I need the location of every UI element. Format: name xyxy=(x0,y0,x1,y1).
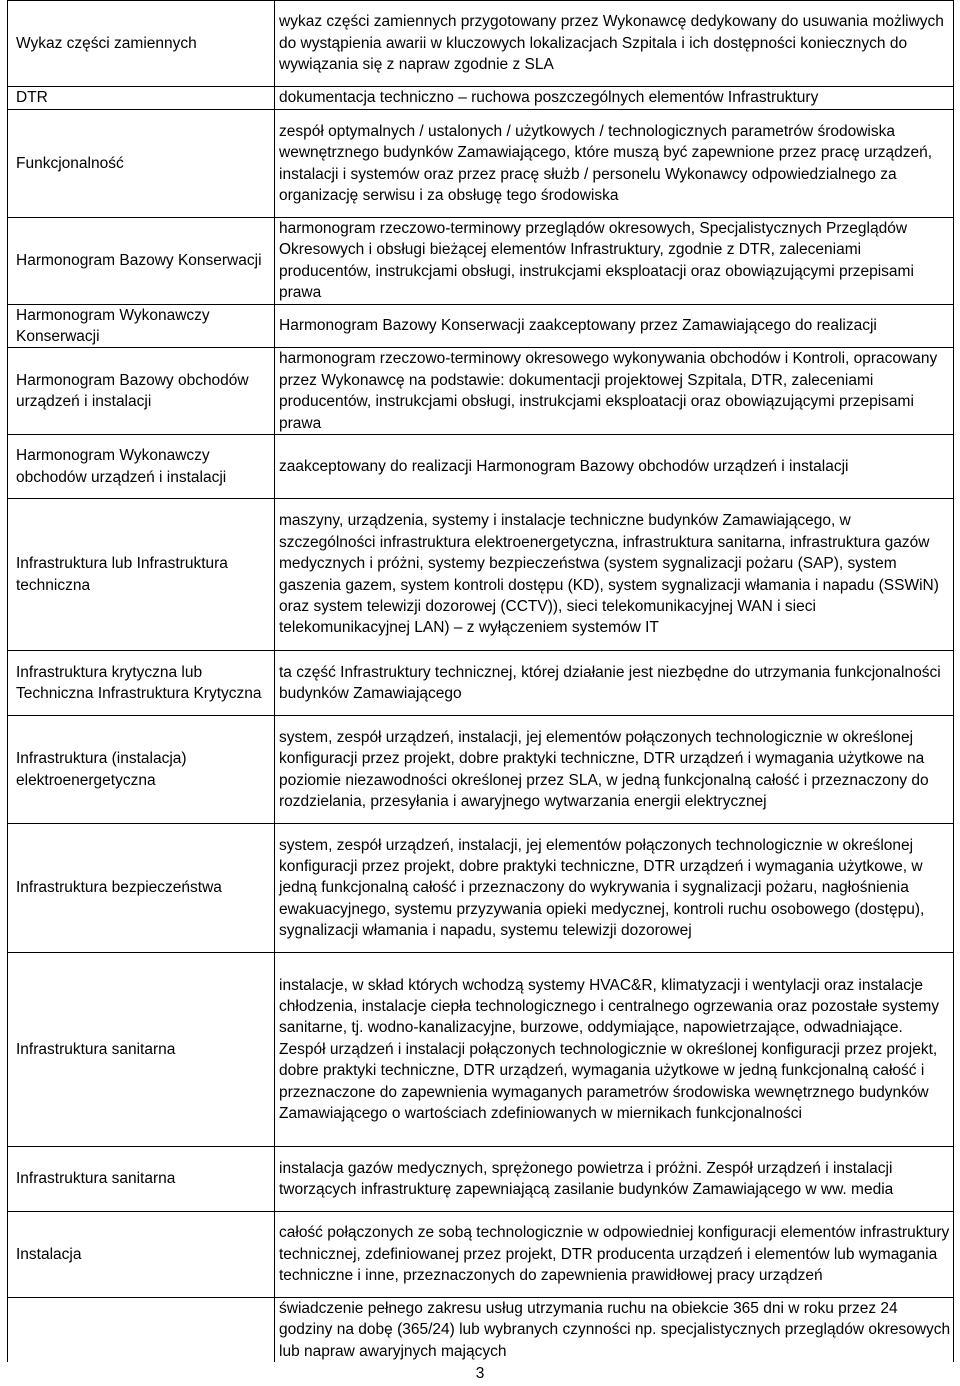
page-number: 3 xyxy=(475,1365,485,1382)
term-cell: Harmonogram Wykonawczy Konserwacji xyxy=(8,304,275,348)
definition-cell: wykaz części zamiennych przygotowany przez Wykonawcę dedykowany do usuwania możliwych do wystąpienia awarii w kluczowych lokalizacjach Szpitala i ich dostępności koniecznych do wywiązania się z napraw zgodnie z SLA xyxy=(275,1,954,87)
definition-cell: instalacja gazów medycznych, sprężonego powietrza i próżni. Zespół urządzeń i instalacji tworzących infrastrukturę zapewniającą zasilanie budynków Zamawiającego w ww. media xyxy=(275,1147,954,1212)
definition-row xyxy=(8,1298,954,1363)
term-cell: Infrastruktura (instalacja) elektroenergetyczna xyxy=(8,716,275,824)
term-cell: Harmonogram Bazowy obchodów urządzeń i instalacji xyxy=(8,348,275,435)
term-cell: Harmonogram Bazowy Konserwacji xyxy=(8,218,275,305)
term-cell: Wykaz części zamiennych xyxy=(8,1,275,87)
term-cell: Funkcjonalność xyxy=(8,110,275,218)
definition-cell: Harmonogram Bazowy Konserwacji zaakceptowany przez Zamawiającego do realizacji xyxy=(275,304,954,348)
term-cell: Infrastruktura krytyczna lub Techniczna Infrastruktura Krytyczna xyxy=(8,651,275,716)
definition-cell: maszyny, urządzenia, systemy i instalacje techniczne budynków Zamawiającego, w szczególności infrastruktura elektroenergetyczna, infrastruktura sanitarna, infrastruktura gazów medycznych i próżni, systemy bezpieczeństwa (system sygnalizacji pożaru (SAP), system gaszenia gazem, system kontroli dostępu (KD), system sygnalizacji włamania i napadu (SSWiN) oraz system telewizji dozorowej (CCTV)), sieci telekomunikacyjnej WAN i sieci telekomunikacyjnej LAN) – z wyłączeniem systemów IT xyxy=(275,499,954,651)
definition-cell: system, zespół urządzeń, instalacji, jej elementów połączonych technologicznie w określonej konfiguracji przez projekt, dobre praktyki techniczne, DTR urządzeń i wymagania użytkowe na poziomie niezawodności określonej przez SLA, w jedną funkcjonalną całość i przeznaczony do rozdzielania, przesyłania i awaryjnego wytwarzania energii elektrycznej xyxy=(275,716,954,824)
definition-row xyxy=(8,651,954,716)
definition-cell: zaakceptowany do realizacji Harmonogram Bazowy obchodów urządzeń i instalacji xyxy=(275,435,954,499)
definition-row xyxy=(8,1212,954,1298)
term-cell: Infrastruktura sanitarna xyxy=(8,953,275,1147)
definition-cell: dokumentacja techniczno – ruchowa poszczególnych elementów Infrastruktury xyxy=(275,87,954,110)
definition-cell: świadczenie pełnego zakresu usług utrzymania ruchu na obiekcie 365 dni w roku przez 24 godziny na dobę (365/24) lub wybranych czynności np. specjalistycznych przeglądów okresowych lub napraw awaryjnych mających xyxy=(275,1298,954,1363)
definition-row xyxy=(8,435,954,499)
definition-cell: instalacje, w skład których wchodzą systemy HVAC&R, klimatyzacji i wentylacji oraz instalacje chłodzenia, instalacje ciepła technologicznego i centralnego ogrzewania oraz pozostałe systemy sanitarne, tj. wodno-kanalizacyjne, burzowe, oddymiające, napowietrzające, odwadniające. Zespół urządzeń i instalacji połączonych technologicznie w określonej konfiguracji przez projekt, dobre praktyki techniczne, DTR urządzeń, wymagania użytkowe w jedną funkcjonalną całość i przeznaczone do zapewnienia wymaganych parametrów środowiska wewnętrznego budynków Zamawiającego o wartościach zdefiniowanych w miernikach funkcjonalności xyxy=(275,953,954,1147)
definition-cell: ta część Infrastruktury technicznej, której działanie jest niezbędne do utrzymania funkcjonalności budynków Zamawiającego xyxy=(275,651,954,716)
definition-row xyxy=(8,1,954,87)
definition-cell: harmonogram rzeczowo-terminowy okresowego wykonywania obchodów i Kontroli, opracowany przez Wykonawcę na podstawie: dokumentacji projektowej Szpitala, DTR, zaleceniami producentów, instrukcjami obsługi, instrukcjami eksploatacji oraz obowiązującymi przepisami prawa xyxy=(275,348,954,435)
term-cell: Harmonogram Wykonawczy obchodów urządzeń i instalacji xyxy=(8,435,275,499)
definition-cell: system, zespół urządzeń, instalacji, jej elementów połączonych technologicznie w określonej konfiguracji przez projekt, dobre praktyki techniczne, DTR urządzeń i wymagania użytkowe, w jedną funkcjonalną całość i przeznaczony do wykrywania i sygnalizacji pożaru, nagłośnienia ewakuacyjnego, systemu przyzywania opieki medycznej, kontroli ruchu osobowego (dostępu), sygnalizacji włamania i napadu, systemu telewizji dozorowej xyxy=(275,824,954,953)
definition-row xyxy=(8,304,954,348)
definitions-table xyxy=(7,0,954,1362)
term-cell: Infrastruktura lub Infrastruktura techniczna xyxy=(8,499,275,651)
definition-row xyxy=(8,824,954,953)
term-cell xyxy=(8,1298,275,1363)
term-cell: Infrastruktura bezpieczeństwa xyxy=(8,824,275,953)
definition-row xyxy=(8,218,954,305)
definition-cell: całość połączonych ze sobą technologicznie w odpowiedniej konfiguracji elementów infrastruktury technicznej, zdefiniowanej przez projekt, DTR producenta urządzeń i elementów lub wymagania techniczne i inne, przeznaczonych do zapewnienia prawidłowej pracy urządzeń xyxy=(275,1212,954,1298)
definition-row xyxy=(8,716,954,824)
term-cell: Infrastruktura sanitarna xyxy=(8,1147,275,1212)
definition-row xyxy=(8,499,954,651)
definition-row xyxy=(8,87,954,110)
term-cell: Instalacja xyxy=(8,1212,275,1298)
definition-cell: harmonogram rzeczowo-terminowy przeglądów okresowych, Specjalistycznych Przeglądów Okresowych i obsługi bieżącej elementów Infrastruktury, zgodnie z DTR, zaleceniami producentów, instrukcjami obsługi, instrukcjami eksploatacji oraz obowiązującymi przepisami prawa xyxy=(275,218,954,305)
definition-row xyxy=(8,348,954,435)
term-cell: DTR xyxy=(8,87,275,110)
definition-row xyxy=(8,953,954,1147)
definition-cell: zespół optymalnych / ustalonych / użytkowych / technologicznych parametrów środowiska wewnętrznego budynków Zamawiającego, które muszą być zapewnione przez pracę urządzeń, instalacji i systemów oraz przez pracę służb / personelu Wykonawcy odpowiedzialnego za organizację serwisu i za obsługę tego środowiska xyxy=(275,110,954,218)
definition-row xyxy=(8,110,954,218)
definition-row xyxy=(8,1147,954,1212)
